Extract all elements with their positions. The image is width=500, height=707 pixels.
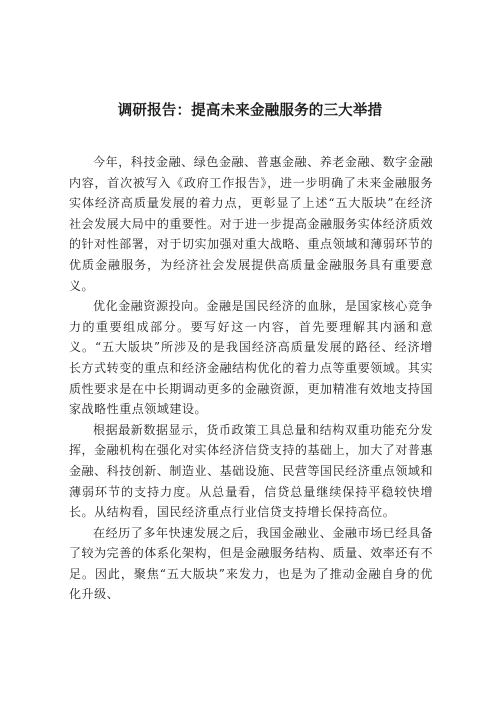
document-title: 调研报告：提高未来金融服务的三大举措 <box>117 103 383 119</box>
paragraph: 在经历了多年快速发展之后，我国金融业、金融市场已经具备了较为完善的体系化架构，但是金融服务结构、质量、效率还有不足。因此，聚焦“五大版块”来发力，也是为了推动金融自身的优化升级、 <box>69 525 433 602</box>
paragraph: 优化金融资源投向。金融是国民经济的血脉，是国家核心竞争力的重要组成部分。要写好这一内容，首先要理解其内涵和意义。“五大版块”所涉及的是我国经济高质量发展的路径、经济增长方式转变的重点和经济金融结构优化的着力点等重要领域。其实质性要求是在中长期调动更多的金融资源，更加精准有效地支持国家战略性重点领域建设。 <box>69 299 433 417</box>
document-body <box>69 152 433 605</box>
paragraph: 今年，科技金融、绿色金融、普惠金融、养老金融、数字金融内容，首次被写入《政府工作报告》，进一步明确了未来金融服务实体经济高质量发展的着力点，更彰显了上述“五大版块”在经济社会发展大局中的重要性。对于进一步提高金融服务实体经济质效的针对性部署，对于切实加强对重大战略、重点领域和薄弱环节的优质金融服务，为经济社会发展提供高质量金融服务具有重要意义。 <box>69 155 433 293</box>
paragraph: 根据最新数据显示，货币政策工具总量和结构双重功能充分发挥，金融机构在强化对实体经济信贷支持的基础上，加大了对普惠金融、科技创新、制造业、基础设施、民营等国民经济重点领域和薄弱环节的支持力度。从总量看，信贷总量继续保持平稳较快增长。从结构看，国民经济重点行业信贷支持增长保持高位。 <box>69 422 433 520</box>
